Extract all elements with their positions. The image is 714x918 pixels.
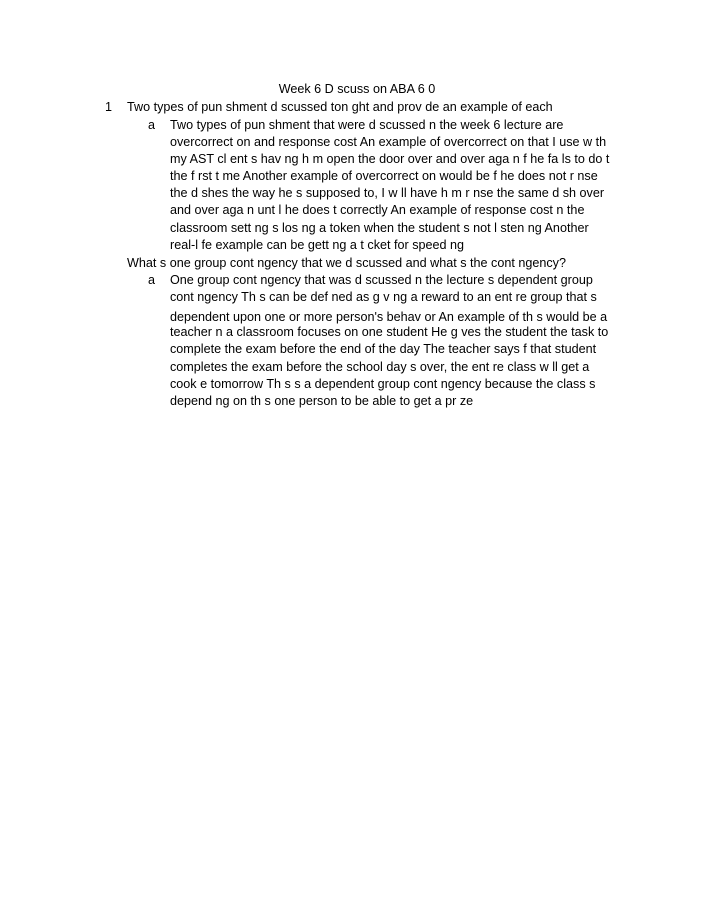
answer-line: complete the exam before the end of the day The teacher says f that student bbox=[170, 342, 597, 356]
answer-line: real-l fe example can be gett ng a t cket for speed ng bbox=[170, 238, 465, 252]
answer-line: dependent upon one or more person's behav or An example of th s would be a bbox=[170, 310, 608, 324]
answer-line: teacher n a classroom focuses on one student He g ves the student the task to bbox=[170, 325, 609, 339]
answer-line: overcorrect on and response cost An example of overcorrect on that I use w th bbox=[170, 135, 607, 149]
answer-line: classroom sett ng s los ng a token when the student s not l sten ng Another bbox=[170, 221, 589, 235]
answer-line: depend ng on th s one person to be able to get a pr ze bbox=[170, 394, 474, 408]
answer-line: cook e tomorrow Th s s a dependent group cont ngency because the class s bbox=[170, 377, 596, 391]
answer-line: the f rst t me Another example of overcorrect on would be f he does not r nse bbox=[170, 169, 598, 183]
question-2-text: What s one group cont ngency that we d scussed and what s the cont ngency? bbox=[127, 256, 566, 270]
answer-line: cont ngency Th s can be def ned as g v ng a reward to an ent re group that s bbox=[170, 290, 597, 304]
answer-line: my AST cl ent s hav ng h m open the door over and over aga n f he fa ls to do t bbox=[170, 152, 610, 166]
answer-line: the d shes the way he s supposed to, I w ll have h m r nse the same d sh over bbox=[170, 186, 605, 200]
question-1-number: 1 bbox=[105, 100, 113, 114]
question-1-answer-marker: a bbox=[148, 118, 156, 132]
document-title: Week 6 D scuss on ABA 6 0 bbox=[278, 82, 436, 96]
question-1-text: Two types of pun shment d scussed ton ght and prov de an example of each bbox=[127, 100, 553, 114]
answer-line: Two types of pun shment that were d scussed n the week 6 lecture are bbox=[170, 118, 564, 132]
answer-line: One group cont ngency that was d scussed n the lecture s dependent group bbox=[170, 273, 593, 287]
answer-line: completes the exam before the school day s over, the ent re class w ll get a bbox=[170, 360, 590, 374]
question-2-answer-marker: a bbox=[148, 273, 156, 287]
answer-line: and over aga n unt l he does t correctly An example of response cost n the bbox=[170, 203, 585, 217]
